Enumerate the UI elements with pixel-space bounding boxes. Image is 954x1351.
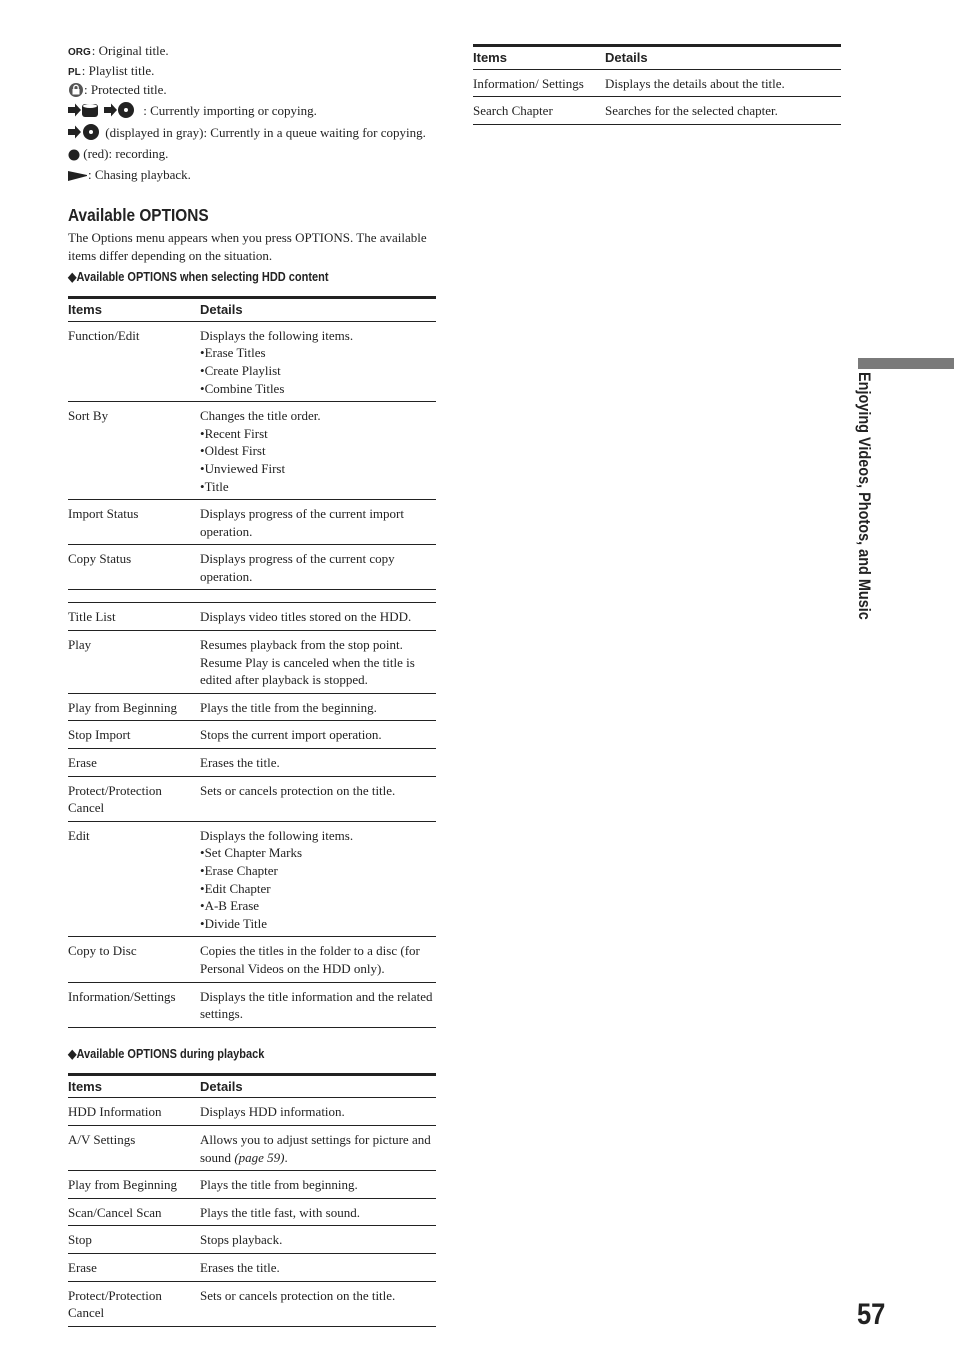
list-item: • Divide Title [200, 915, 436, 933]
detail-text: Displays the following items. [200, 327, 354, 343]
detail-cell: Plays the title fast, with sound. [200, 1198, 436, 1226]
legend-text: : Playlist title. [81, 62, 155, 78]
item-cell: Play from Beginning [68, 693, 200, 721]
detail-cell [200, 321, 436, 401]
icon-legend [68, 42, 436, 186]
spacer-cell [200, 590, 436, 603]
item-cell: Edit [68, 821, 200, 937]
detail-cell: Searches for the selected chapter. [605, 97, 841, 125]
column-header-details: Details [200, 1074, 436, 1098]
detail-cell: Stops the current import operation. [200, 721, 436, 749]
detail-text: Allows you to adjust settings for picture and sound [200, 1131, 431, 1165]
detail-cell: Plays the title from the beginning. [200, 693, 436, 721]
table-row [68, 1253, 436, 1281]
list-item: • Combine Titles [200, 380, 436, 398]
bullet-list [200, 425, 436, 495]
table-row [68, 402, 436, 500]
table-row [68, 821, 436, 937]
section-title: Available OPTIONS [68, 205, 209, 226]
legend-item-queue [68, 122, 436, 145]
detail-text: Displays the following items. [200, 827, 354, 843]
chapter-tab-label [854, 372, 874, 664]
page-number: 57 [857, 1298, 886, 1331]
table-row [68, 1226, 436, 1254]
legend-text: (red): recording. [80, 145, 169, 161]
chapter-tab-bar [858, 358, 954, 369]
detail-cell [200, 402, 436, 500]
table-row [68, 776, 436, 821]
table-row [473, 69, 841, 97]
item-cell: Title List [68, 603, 200, 631]
detail-text: Changes the title order. [200, 408, 321, 424]
item-cell: Information/ Settings [473, 69, 605, 97]
detail-cell: Erases the title. [200, 749, 436, 777]
item-cell: Scan/Cancel Scan [68, 1198, 200, 1226]
item-cell: Protect/Protection Cancel [68, 776, 200, 821]
legend-text: (displayed in gray): Currently in a queue waiting for copying. [102, 125, 426, 141]
item-cell: Play [68, 631, 200, 694]
detail-cell: Displays the title information and the related settings. [200, 982, 436, 1027]
detail-cell: Resumes playback from the stop point. Resume Play is canceled when the title is edited after playback is stopped. [200, 631, 436, 694]
item-cell: Copy to Disc [68, 937, 200, 982]
column-header-items: Items [68, 1074, 200, 1098]
legend-item-protected [68, 81, 436, 102]
detail-cell: Sets or cancels protection on the title. [200, 776, 436, 821]
hdd-options-heading: ◆Available OPTIONS when selecting HDD content [68, 270, 329, 285]
playback-options-heading: ◆Available OPTIONS during playback [68, 1046, 265, 1061]
table-row [68, 1198, 436, 1226]
detail-cell: Erases the title. [200, 1253, 436, 1281]
legend-item-importing [68, 102, 436, 123]
legend-item-chasing [68, 166, 436, 187]
table-spacer-row [68, 590, 436, 603]
column-header-items: Items [68, 298, 200, 322]
table-row [68, 937, 436, 982]
list-item: • Set Chapter Marks [200, 844, 436, 862]
legend-text: : Protected title. [84, 82, 167, 98]
detail-cell [200, 821, 436, 937]
table-row [68, 1281, 436, 1326]
right-column [473, 44, 841, 125]
list-item: • Erase Chapter [200, 862, 436, 880]
list-item: • Title [200, 478, 436, 496]
detail-cell: Plays the title from beginning. [200, 1171, 436, 1199]
item-cell: Stop Import [68, 721, 200, 749]
list-item: • Erase Titles [200, 344, 436, 362]
item-cell: Protect/Protection Cancel [68, 1281, 200, 1326]
hdd-options-table [68, 296, 436, 1028]
bullet-list [200, 344, 436, 397]
org-badge: ORG [68, 47, 91, 58]
table-row [68, 982, 436, 1027]
bullet-list [200, 844, 436, 932]
spacer-cell [68, 590, 200, 603]
item-cell: Information/Settings [68, 982, 200, 1027]
list-item: • Recent First [200, 425, 436, 443]
item-cell: Erase [68, 1253, 200, 1281]
detail-cell: Copies the titles in the folder to a disc (for Personal Videos on the HDD only). [200, 937, 436, 982]
legend-item-original [68, 42, 436, 62]
item-cell: Import Status [68, 500, 200, 545]
detail-cell: Displays progress of the current import operation. [200, 500, 436, 545]
item-cell: Sort By [68, 402, 200, 500]
section-intro: The Options menu appears when you press OPTIONS. The available items differ depending on the situation. [68, 230, 427, 264]
chasing-playback-icon [68, 169, 88, 187]
detail-tail: . [284, 1149, 288, 1165]
detail-cell: Stops playback. [200, 1226, 436, 1254]
continued-options-table [473, 44, 841, 125]
detail-cell: Displays video titles stored on the HDD. [200, 603, 436, 631]
playback-options-table [68, 1073, 436, 1327]
table-row [68, 500, 436, 545]
detail-cell: Displays HDD information. [200, 1098, 436, 1126]
list-item: • Edit Chapter [200, 880, 436, 898]
item-cell: HDD Information [68, 1098, 200, 1126]
pl-badge: PL [68, 66, 81, 78]
list-item: • Create Playlist [200, 362, 436, 380]
left-column [68, 42, 436, 1327]
table-row [68, 1171, 436, 1199]
table-header-row [68, 298, 436, 322]
list-item: • A-B Erase [200, 897, 436, 915]
lock-icon [68, 83, 84, 102]
item-cell: Function/Edit [68, 321, 200, 401]
legend-item-playlist [68, 62, 436, 82]
column-header-details: Details [605, 46, 841, 70]
item-cell: A/V Settings [68, 1125, 200, 1170]
detail-cell: Sets or cancels protection on the title. [200, 1281, 436, 1326]
import-copy-icons [68, 102, 140, 123]
table-row [68, 1098, 436, 1126]
table-row [68, 321, 436, 401]
table-row [68, 603, 436, 631]
item-cell: Play from Beginning [68, 1171, 200, 1199]
table-row [68, 721, 436, 749]
table-header-row [473, 46, 841, 70]
chapter-tab-text: Enjoying Videos, Photos, and Music [855, 372, 874, 620]
table-row [68, 693, 436, 721]
table-row [68, 1125, 436, 1170]
table-row [68, 749, 436, 777]
detail-cell: Displays progress of the current copy operation. [200, 545, 436, 590]
item-cell: Erase [68, 749, 200, 777]
list-item: • Oldest First [200, 442, 436, 460]
item-cell: Stop [68, 1226, 200, 1254]
column-header-items: Items [473, 46, 605, 70]
legend-text: : Chasing playback. [88, 166, 191, 182]
table-row [68, 631, 436, 694]
legend-text: : Original title. [91, 43, 169, 58]
column-header-details: Details [200, 298, 436, 322]
record-dot-icon [68, 148, 80, 166]
table-row [473, 97, 841, 125]
detail-cell [200, 1125, 436, 1170]
page-reference: (page 59) [234, 1149, 285, 1165]
list-item: • Unviewed First [200, 460, 436, 478]
table-header-row [68, 1074, 436, 1098]
item-cell: Copy Status [68, 545, 200, 590]
queue-disc-icon [68, 122, 102, 145]
table-row [68, 545, 436, 590]
detail-cell: Displays the details about the title. [605, 69, 841, 97]
legend-text: : Currently importing or copying. [140, 102, 317, 118]
item-cell: Search Chapter [473, 97, 605, 125]
legend-item-recording [68, 145, 436, 166]
